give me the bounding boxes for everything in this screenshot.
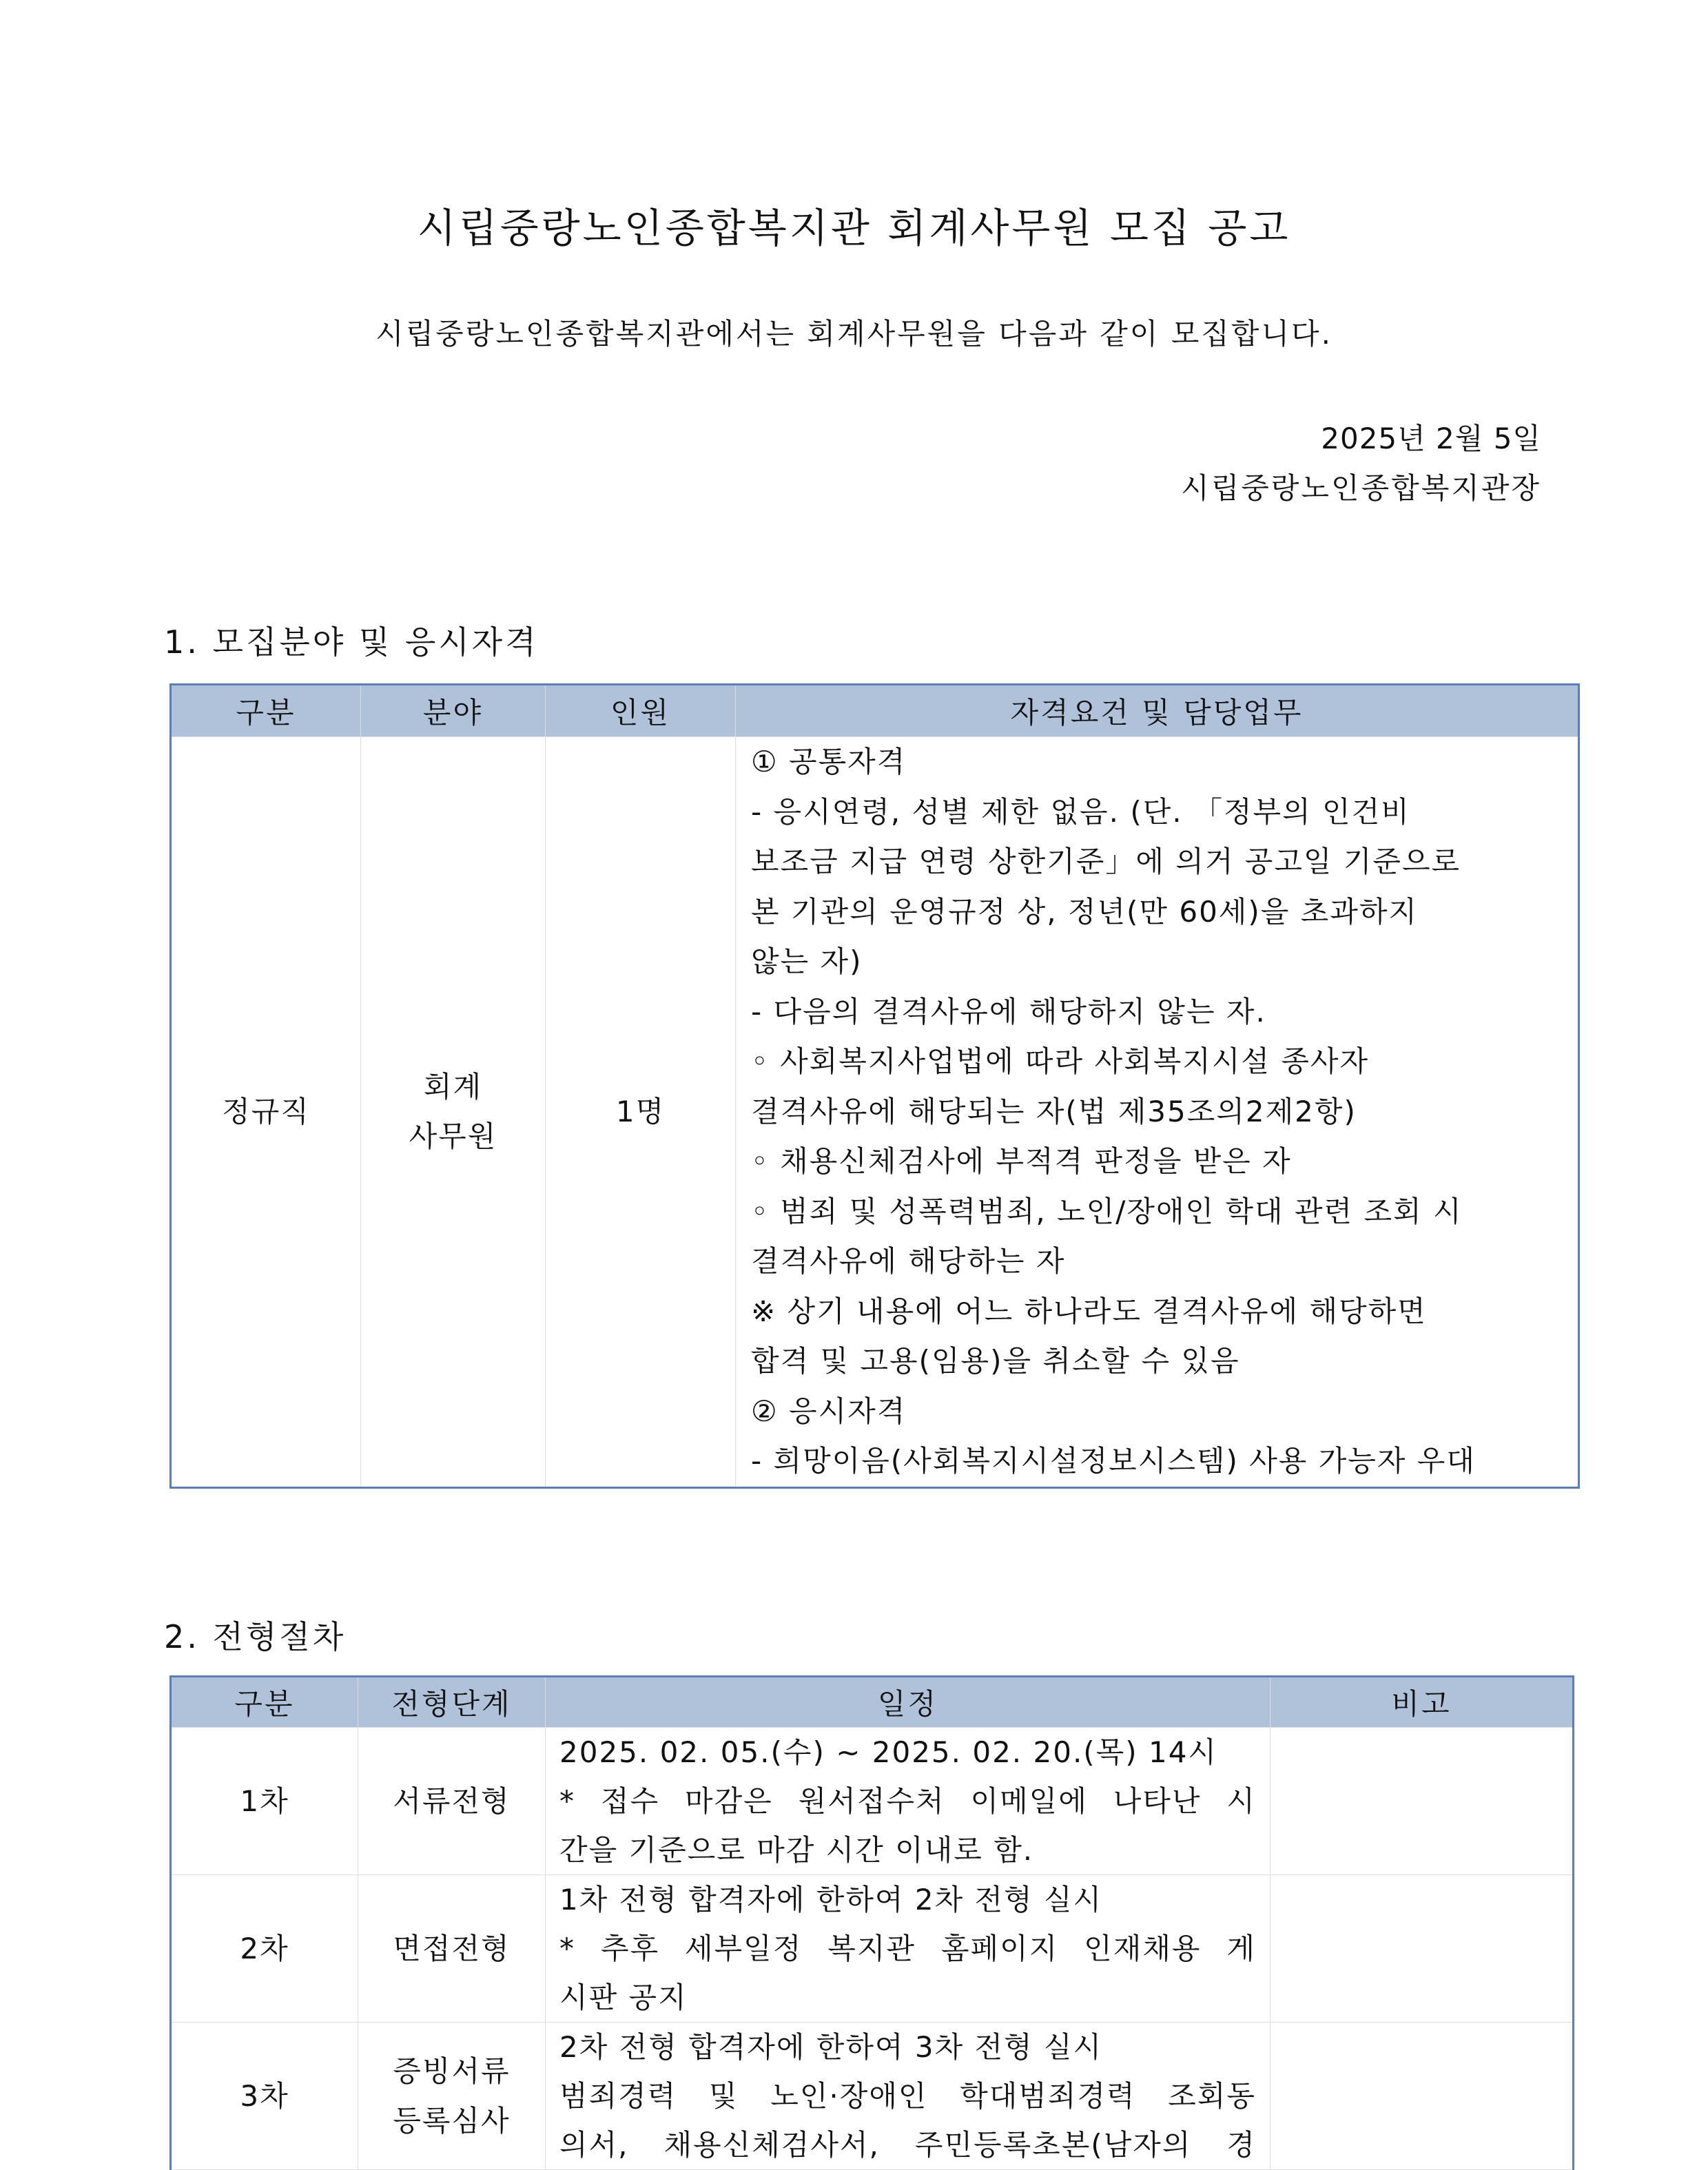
requirement-line: - 다음의 결격사유에 해당하지 않는 자. <box>751 994 1266 1029</box>
schedule-line: 의서, 채용신체검사서, 주민등록초본(남자의 경 <box>559 2128 1256 2162</box>
requirement-line: 결격사유에 해당되는 자(법 제35조의2제2항) <box>751 1094 1357 1128</box>
organization-name: 시립중랑노인종합복지관장 <box>1181 471 1541 505</box>
schedule-line: 2025. 02. 05.(수) ~ 2025. 02. 20.(목) 14시 <box>559 1735 1217 1769</box>
schedule-cell <box>546 1875 1270 2023</box>
schedule-cell <box>546 2023 1270 2170</box>
requirement-line: ◦ 사회복지사업법에 따라 사회복지시설 종사자 <box>751 1044 1370 1078</box>
note-cell <box>1270 1728 1574 1875</box>
schedule-line: * 추후 세부일정 복지관 홈페이지 인재채용 게 <box>559 1932 1256 1965</box>
requirements-cell <box>736 737 1579 1488</box>
stage-name: 서류전형 <box>358 1728 546 1875</box>
table-header-row <box>171 1677 1574 1728</box>
job-field-line2: 사무원 <box>409 1119 497 1153</box>
page-title: 시립중랑노인종합복지관 회계사무원 모집 공고 <box>417 205 1291 251</box>
announcement-date: 2025년 2월 5일 <box>1321 422 1541 455</box>
requirement-line: 본 기관의 운영규정 상, 정년(만 60세)을 초과하지 <box>751 894 1418 929</box>
note-cell <box>1270 2023 1574 2170</box>
selection-process-table <box>169 1675 1574 2170</box>
header-field: 분야 <box>361 685 546 737</box>
stage-name-line2: 등록심사 <box>393 2103 511 2138</box>
requirement-line: - 응시연령, 성별 제한 없음. (단. 「정부의 인건비 <box>751 794 1410 829</box>
stage-name: 면접전형 <box>358 1875 546 2023</box>
schedule-line: * 접수 마감은 원서접수처 이메일에 나타난 시 <box>559 1784 1256 1818</box>
table-header-row <box>171 685 1579 737</box>
requirement-line: ◦ 범죄 및 성폭력범죄, 노인/장애인 학대 관련 조회 시 <box>751 1194 1463 1228</box>
headcount: 1명 <box>546 737 736 1488</box>
stage-number: 3차 <box>171 2023 358 2170</box>
schedule-cell <box>546 1728 1270 1875</box>
schedule-line: 2차 전형 합격자에 한하여 3차 전형 실시 <box>559 2030 1103 2064</box>
section2-heading: 2. 전형절차 <box>164 1618 347 1655</box>
requirement-line: ② 응시자격 <box>751 1394 907 1428</box>
recruitment-table <box>169 683 1580 1489</box>
schedule-line: 범죄경력 및 노인·장애인 학대범죄경력 조회동 <box>559 2079 1256 2113</box>
table-row <box>171 1875 1574 2023</box>
requirement-line: 합격 및 고용(임용)을 취소할 수 있음 <box>751 1344 1240 1378</box>
table-row <box>171 737 1579 1488</box>
header-schedule: 일정 <box>546 1677 1270 1728</box>
stage-name-line1: 증빙서류 <box>393 2054 511 2088</box>
requirement-line: 않는 자) <box>751 944 863 978</box>
table-row <box>171 1728 1574 1875</box>
requirement-line: ※ 상기 내용에 어느 하나라도 결격사유에 해당하면 <box>751 1294 1427 1328</box>
header-note: 비고 <box>1270 1677 1574 1728</box>
stage-number: 1차 <box>171 1728 358 1875</box>
schedule-line: 시판 공지 <box>559 1981 688 2014</box>
requirement-line: - 희망이음(사회복지시설정보시스템) 사용 가능자 우대 <box>751 1444 1476 1478</box>
requirement-line: ① 공통자격 <box>751 745 907 778</box>
section1-heading: 1. 모집분야 및 응시자격 <box>164 623 539 661</box>
header-category: 구분 <box>171 685 361 737</box>
schedule-line: 간을 기준으로 마감 시간 이내로 함. <box>559 1833 1034 1867</box>
header-stage: 전형단계 <box>358 1677 546 1728</box>
intro-text: 시립중랑노인종합복지관에서는 회계사무원을 다음과 같이 모집합니다. <box>375 317 1333 351</box>
stage-name <box>358 2023 546 2170</box>
stage-number: 2차 <box>171 1875 358 2023</box>
table-row <box>171 2023 1574 2170</box>
header-count: 인원 <box>546 685 736 737</box>
header-requirements: 자격요건 및 담당업무 <box>736 685 1579 737</box>
schedule-line: 1차 전형 합격자에 한하여 2차 전형 실시 <box>559 1883 1103 1916</box>
header-category: 구분 <box>171 1677 358 1728</box>
job-field <box>361 737 546 1488</box>
requirement-line: 결격사유에 해당하는 자 <box>751 1244 1066 1278</box>
requirement-line: ◦ 채용신체검사에 부적격 판정을 받은 자 <box>751 1144 1292 1178</box>
employment-type: 정규직 <box>171 737 361 1488</box>
requirement-line: 보조금 지급 연령 상한기준」에 의거 공고일 기준으로 <box>751 845 1461 878</box>
note-cell <box>1270 1875 1574 2023</box>
job-field-line1: 회계 <box>423 1069 483 1104</box>
